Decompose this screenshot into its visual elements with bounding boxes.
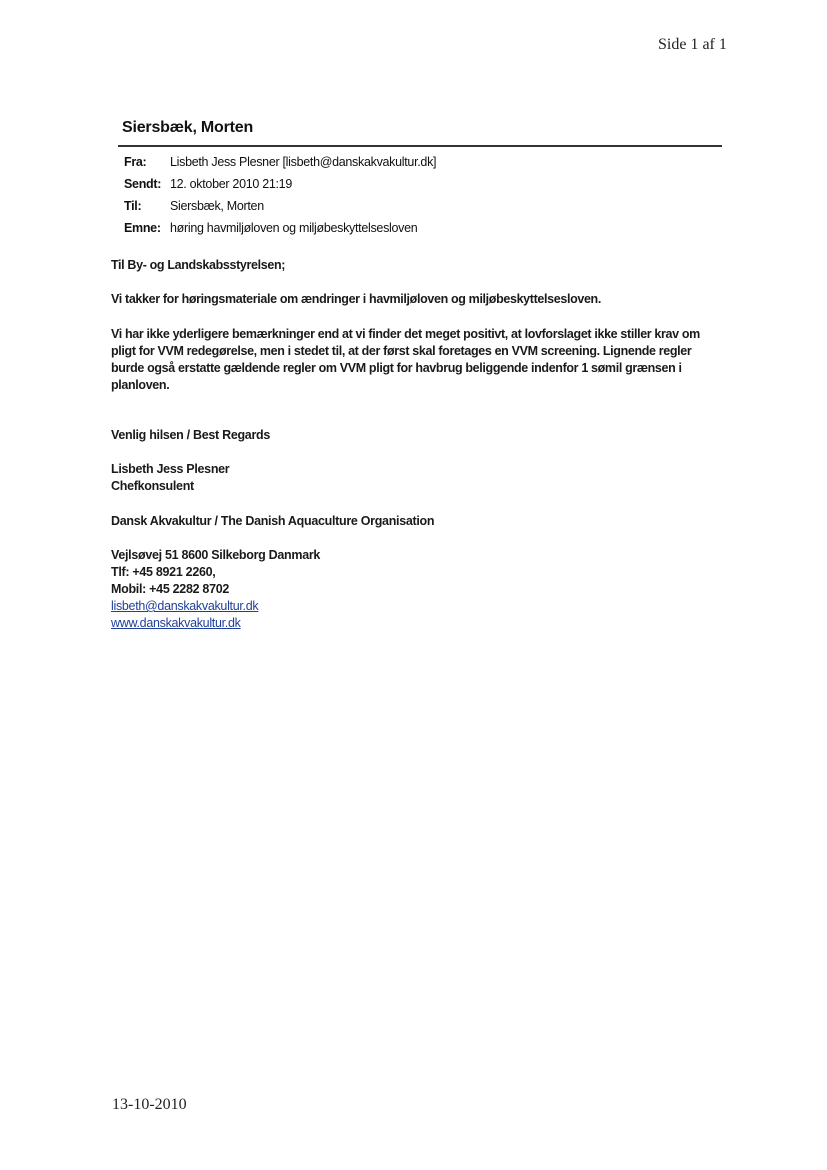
to-value: Siersbæk, Morten (170, 199, 264, 213)
subject-label: Emne: (124, 221, 161, 235)
signature-phone: Tlf: +45 8921 2260, (111, 565, 216, 579)
sender-name: Siersbæk, Morten (122, 119, 254, 136)
greeting: Til By- og Landskabsstyrelsen; (111, 258, 286, 272)
signature-organisation: Dansk Akvakultur / The Danish Aquaculture Organisation (111, 514, 435, 528)
subject-value: høring havmiljøloven og miljøbeskyttelsesloven (170, 221, 418, 235)
footer-date: 13-10-2010 (112, 1096, 187, 1113)
sent-value: 12. oktober 2010 21:19 (170, 177, 292, 191)
signature-mobile: Mobil: +45 2282 8702 (111, 582, 230, 596)
signature-title: Chefkonsulent (111, 479, 194, 493)
signature-address: Vejlsøvej 51 8600 Silkeborg Danmark (111, 548, 321, 562)
page-number: Side 1 af 1 (658, 36, 727, 53)
to-label: Til: (124, 199, 142, 213)
from-label: Fra: (124, 155, 147, 169)
from-value: Lisbeth Jess Plesner [lisbeth@danskakvakultur.dk] (170, 155, 437, 169)
signature-web-link[interactable]: www.danskakvakultur.dk (111, 616, 241, 630)
signature-closing: Venlig hilsen / Best Regards (111, 428, 271, 442)
sent-label: Sendt: (124, 177, 162, 191)
body-paragraph-1: Vi takker for høringsmateriale om ændringer i havmiljøloven og miljøbeskyttelsesloven. (111, 292, 601, 306)
header-divider (118, 145, 722, 147)
signature-email-link[interactable]: lisbeth@danskakvakultur.dk (111, 599, 259, 613)
signature-name: Lisbeth Jess Plesner (111, 462, 230, 476)
body-paragraph-2: Vi har ikke yderligere bemærkninger end at vi finder det meget positivt, at lovforslaget ikke stiller krav om pligt for VVM redegørelse, men i stedet til, at der først skal foretages en VVM screening. Lignende regler burde også erstatte gældende regler om VVM pligt for havbrug beliggende indenfor 1 sømil grænsen i planloven. (111, 327, 700, 392)
